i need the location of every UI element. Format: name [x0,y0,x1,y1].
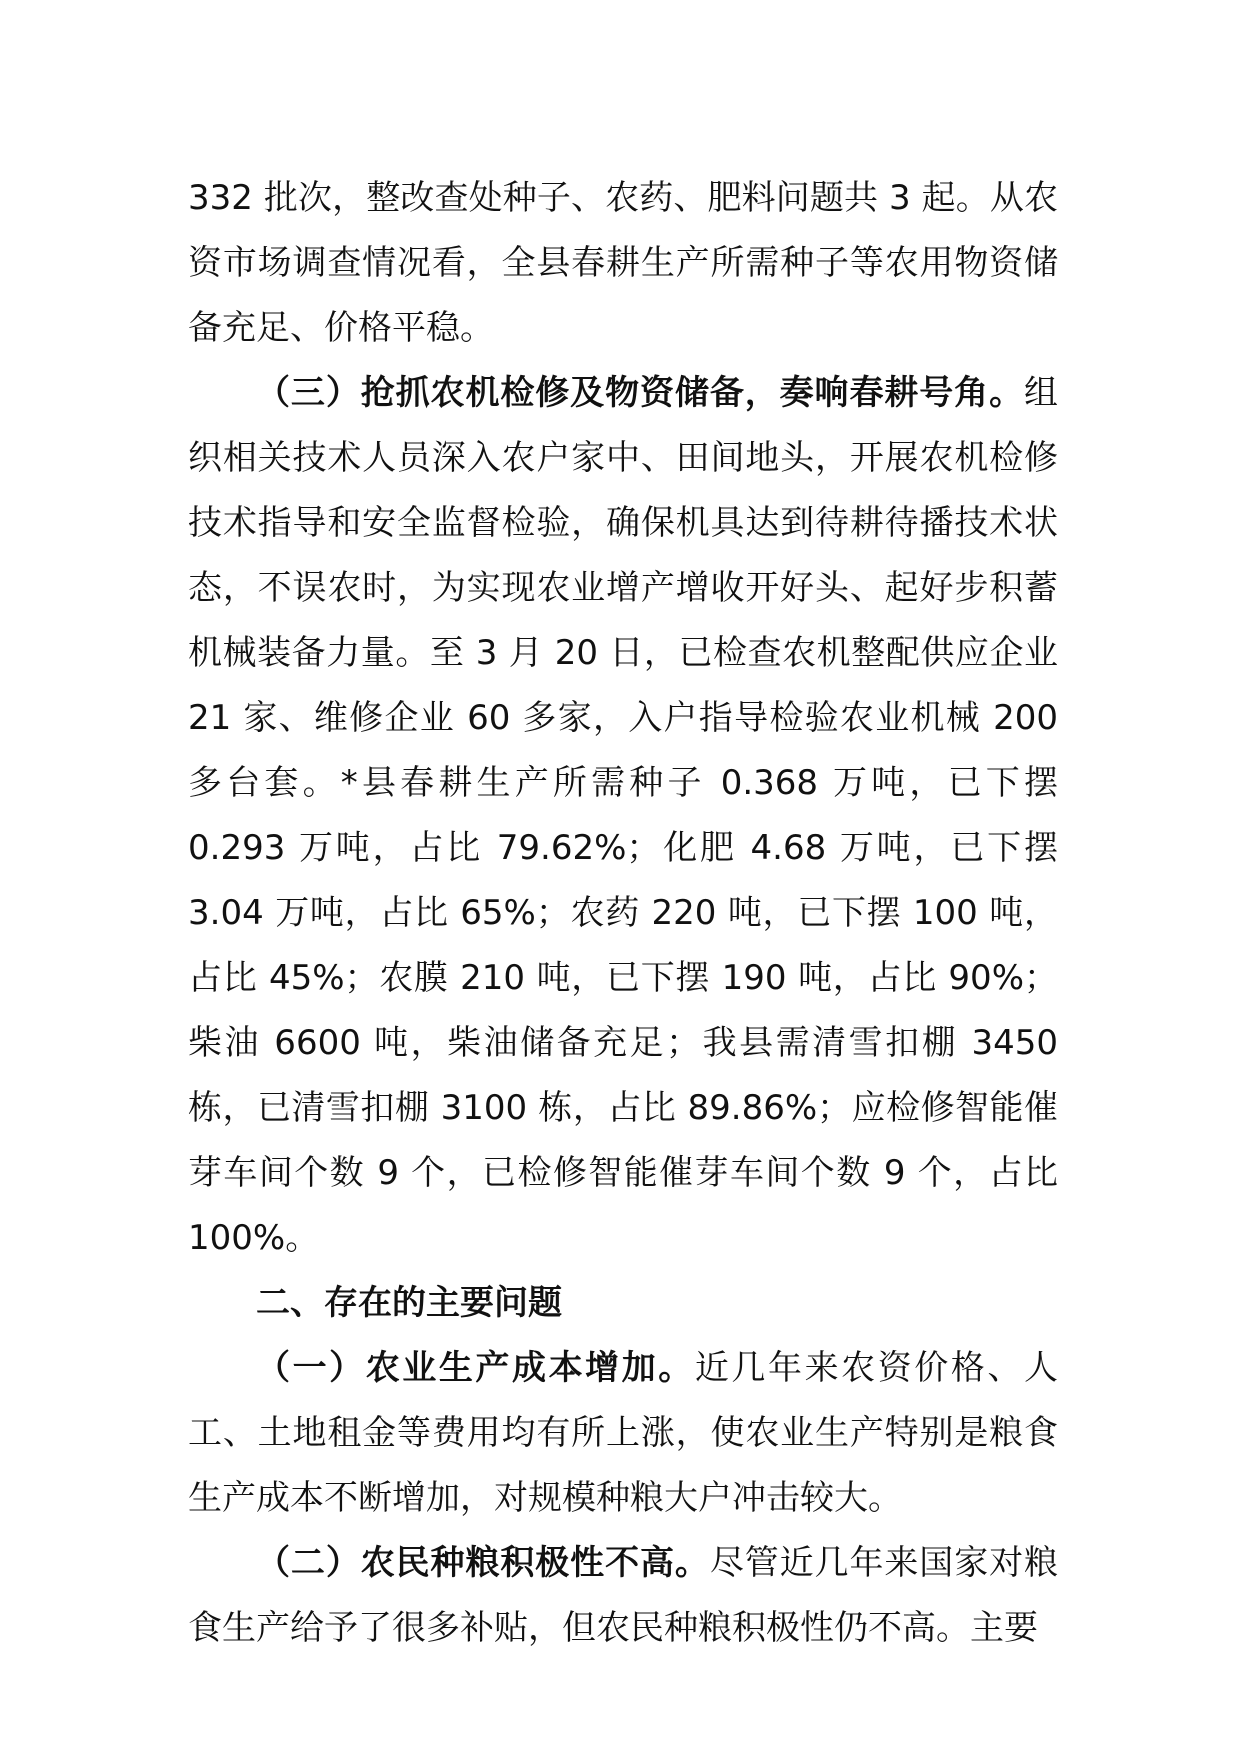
section-heading-problems: 二、存在的主要问题 [256,1283,562,1323]
paragraph-farmer-motivation [188,1531,1058,1661]
document-body [188,166,1058,1661]
paragraph-machinery-inspection [188,361,1058,1271]
paragraph-cost-increase [188,1336,1058,1531]
subheading-two: （二）农民种粮积极性不高。 [256,1543,710,1583]
paragraph-text: 组织相关技术人员深入农户家中、田间地头，开展农机检修技术指导和安全监督检验，确保机具达到待耕待播技术状态，不误农时，为实现农业增产增收开好头、起好步积蓄机械装备力量。至 3 月 20 日，已检查农机整配供应企业 21 家、维修企业 60 多家，入户指导检验农业机械 200 多台套。*县春耕生产所需种子 0.368 万吨，已下摆 0.293 万吨，占比 79.62%；化肥 4.68 万吨，已下摆 3.04 万吨，占比 65%；农药 220 吨，已下摆 100 吨，占比 45%；农膜 210 吨，已下摆 190 吨，占比 90%；柴油 6600 吨，柴油储备充足；我县需清雪扣棚 3450 栋，已清雪扣棚 3100 栋，占比 89.86%；应检修智能催芽车间个数 9 个，已检修智能催芽车间个数 9 个，占比 100%。 [188,373,1058,1258]
paragraph-text: 近几年来农资价格、人工、土地租金等费用均有所上涨，使农业生产特别是粮食生产成本不断增加，对规模种粮大户冲击较大。 [188,1348,1059,1518]
subheading-three: （三）抢抓农机检修及物资储备，奏响春耕号角。 [256,373,1024,413]
paragraph-seed-inspection [188,166,1058,361]
paragraph-text: 332 批次，整改查处种子、农药、肥料问题共 3 起。从农资市场调查情况看，全县春耕生产所需种子等农用物资储备充足、价格平稳。 [188,178,1058,348]
paragraph-text: 尽管近几年来国家对粮食生产给予了很多补贴，但农民种粮积极性仍不高。主要 [188,1543,1059,1648]
subheading-one: （一）农业生产成本增加。 [256,1348,695,1388]
